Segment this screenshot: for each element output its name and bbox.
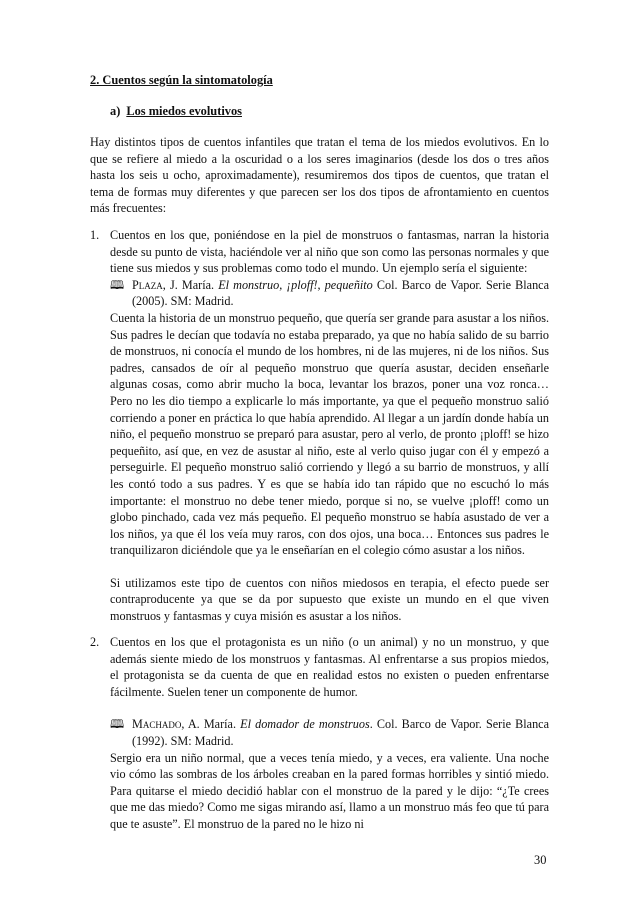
ref-details: . Col. Barco de Vapor. Serie Blanca (1992). SM: Madrid. bbox=[132, 717, 549, 748]
ref-details: Col. Barco de Vapor. Serie Blanca (2005). SM: Madrid. bbox=[132, 277, 550, 309]
ref-title: El monstruo, ¡ploff!, pequeñito bbox=[218, 277, 373, 292]
story-summary: Sergio era un niño normal, que a veces tenía miedo, y a veces, era valiente. Una noche vio cómo las sombras de los árboles creaban en la pared formas horribles y sintió miedo. Para quitarse el miedo decidió hablar con el monstruo de la pared y le dijo: “¿Te crees que me das miedo? Como me sigas mirando así, llamo a un monstruo más feo que tú para que te asuste”. El monstruo de la pared no le hizo ni bbox=[110, 750, 549, 831]
page-number: 30 bbox=[534, 853, 547, 867]
ref-author: Plaza bbox=[132, 277, 163, 292]
list-number: 2. bbox=[90, 635, 100, 649]
comment-paragraph: Si utilizamos este tipo de cuentos con niños miedosos en terapia, el efecto puede ser contraproducente ya que se da por supuesto que existe un mundo en el que viven monstruos y fantasmas y cuya misión es asustar a los niños. bbox=[110, 575, 549, 624]
ref-author-rest: , A. María. bbox=[181, 717, 236, 732]
book-reference bbox=[110, 277, 549, 310]
story-summary: Cuenta la historia de un monstruo pequeño, que quería ser grande para asustar a los niños. Sus padres le decían que todavía no estaba preparado, ya que no había salido de su barrio de monstruos, ni conocía el mundo de los hombres, ni de las mujeres, ni de los niños. Sus padres, cansados de oír al pequeño monstruo que quería asustar, deciden enseñarle algunas cosas, como abrir mucho la boca, levantar los brazos, poner una voz ronca… Pero no les dio tiempo a explicarle lo más importante, ya que el pequeño monstruo salió corriendo a poner en práctica lo que había aprendido. Al llegar a un jardín donde había un niño, el pequeño monstruo se preparó para asustar, pero al verlo, de pronto ¡ploff! se hizo pequeñito, así que, en vez de asustar al niño, este al verlo quiso jugar con él y empezó a perseguirle. El pequeño monstruo salió corriendo y llegó a su barrio de monstruos, y allí les contó todo a sus padres. Y es que se había ido tan rápido que no escuchó lo más importante: el monstruo no debe tener miedo, porque si no, se vuelve ¡ploff! como un globo pinchado, cada vez más pequeño. El pequeño monstruo se había asustado de ver a los niños, ya que él los veía muy raros, con dos ojos, una boca… Entonces sus padres le tranquilizaron diciéndole que ya le enseñarían en el colegio cómo asustar a los niños. bbox=[110, 310, 549, 558]
subsection-marker: a) bbox=[110, 104, 121, 118]
list-item-2 bbox=[90, 634, 549, 833]
book-reference bbox=[110, 716, 549, 749]
section-heading: 2. Cuentos según la sintomatología bbox=[90, 73, 273, 87]
item-text: Cuentos en los que, poniéndose en la piel de monstruos o fantasmas, narran la historia desde su punto de vista, haciéndole ver al niño que son como las personas normales y que tiene sus miedos y sus problemas como todo el mundo. Un ejemplo sería el siguiente: bbox=[110, 228, 549, 276]
item-text: Cuentos en los que el protagonista es un niño (o un animal) y no un monstruo, y que además siente miedo de los monstruos y fantasmas. Al enfrentarse a sus propios miedos, el protagonista se da cuenta de que en realidad estos no existen o pueden enfrentarse fácilmente. Suelen tener un componente de humor. bbox=[110, 635, 549, 699]
book-icon: 🕮 bbox=[110, 717, 125, 732]
ref-author: Machado bbox=[132, 717, 182, 732]
ref-author-rest: , J. María. bbox=[162, 277, 215, 292]
ref-title: El domador de monstruos bbox=[240, 717, 370, 732]
list-number: 1. bbox=[90, 228, 100, 242]
subsection-title: Los miedos evolutivos bbox=[126, 104, 242, 118]
book-icon: 🕮 bbox=[110, 277, 125, 292]
intro-paragraph: Hay distintos tipos de cuentos infantiles que tratan el tema de los miedos evolutivos. En lo que se refiere al miedo a la oscuridad o a los seres imaginarios (desde los dos o tres años hasta los seis u ocho, aproximadamente), resumiremos dos tipos de cuentos, que tratan el tema de formas muy diferentes y que parecen ser los dos tipos de afrontamiento en cuentos más frecuentes: bbox=[90, 135, 549, 216]
list-item-1 bbox=[90, 227, 549, 625]
subsection-heading bbox=[110, 103, 242, 120]
